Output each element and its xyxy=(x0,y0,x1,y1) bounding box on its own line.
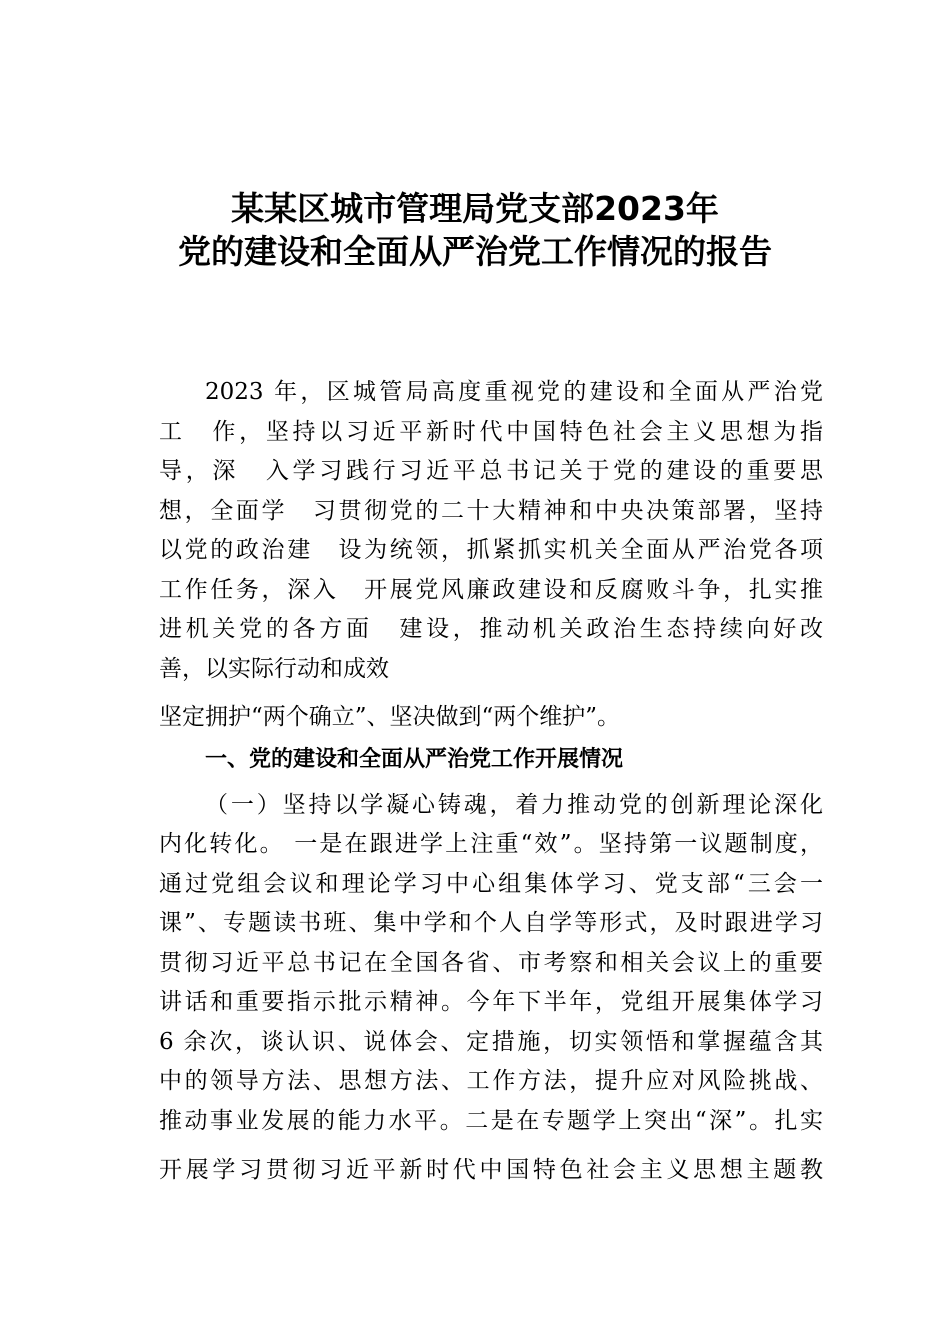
paragraph-line: 内化转化。 一是在跟进学上注重“效”。坚持第一议题制度， xyxy=(159,831,823,857)
paragraph-line: 贯彻习近平总书记在全国各省、市考察和相关会议上的重要 xyxy=(159,950,823,976)
paragraph-line: 6 余次，谈认识、说体会、定措施，切实领悟和掌握蕴含其 xyxy=(159,1029,823,1055)
paragraph-line: 善，以实际行动和成效 xyxy=(159,656,389,682)
section-heading: 一、党的建设和全面从严治党工作开展情况 xyxy=(205,747,624,772)
paragraph-line: 通过党组会议和理论学习中心组集体学习、党支部“三会一 xyxy=(159,871,823,897)
paragraph-line: 想，全面学 习贯彻党的二十大精神和中央决策部署，坚持 xyxy=(159,498,823,524)
paragraph-line: 进机关党的各方面 建设，推动机关政治生态持续向好改 xyxy=(159,616,823,642)
paragraph-line: 课”、专题读书班、集中学和个人自学等形式，及时跟进学习 xyxy=(159,910,823,936)
paragraph-line: 坚定拥护“两个确立”、坚决做到“两个维护”。 xyxy=(159,704,621,730)
paragraph-line: 2023 年，区城管局高度重视党的建设和全面从严治党 xyxy=(205,379,823,405)
document-title-line-1: 某某区城市管理局党支部2023年 xyxy=(231,189,719,228)
paragraph-line: 中的领导方法、思想方法、工作方法，提升应对风险挑战、 xyxy=(159,1068,823,1094)
paragraph-line: 讲话和重要指示批示精神。今年下半年，党组开展集体学习 xyxy=(159,989,823,1015)
document-title-line-2: 党的建设和全面从严治党工作情况的报告 xyxy=(178,232,772,271)
paragraph-line: 开展学习贯彻习近平新时代中国特色社会主义思想主题教 xyxy=(159,1157,823,1183)
paragraph-line: 推动事业发展的能力水平。二是在专题学上突出“深”。扎实 xyxy=(159,1108,823,1134)
paragraph-line: 以党的政治建 设为统领，抓紧抓实机关全面从严治党各项 xyxy=(159,537,823,563)
paragraph-line: 工作任务，深入 开展党风廉政建设和反腐败斗争，扎实推 xyxy=(159,577,823,603)
paragraph-line: （一）坚持以学凝心铸魂，着力推动党的创新理论深化 xyxy=(205,792,823,818)
paragraph-line: 导，深 入学习践行习近平总书记关于党的建设的重要思 xyxy=(159,458,823,484)
paragraph-line: 工 作，坚持以习近平新时代中国特色社会主义思想为指 xyxy=(159,419,823,445)
